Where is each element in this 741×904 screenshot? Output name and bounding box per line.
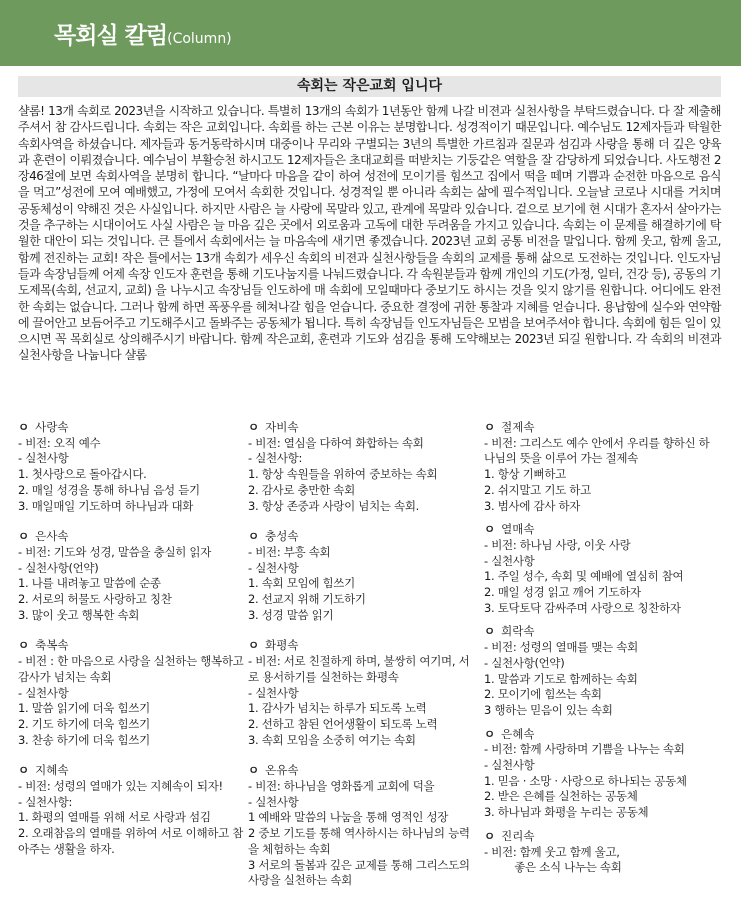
group-line: 2. 기도 하기에 더욱 힘쓰기 — [18, 716, 150, 731]
group-line: 3. 성경 말씀 읽기 — [248, 607, 334, 622]
group-heading — [18, 529, 250, 545]
group-line: 2. 선하고 참된 언어생활이 되도록 노력 — [248, 716, 438, 731]
group-line: 1. 항상 기뻐하고 — [484, 467, 566, 482]
group-line: - 비전: 오직 예수 — [18, 435, 101, 450]
group-entry — [248, 763, 480, 889]
group-line: 2. 서로의 허물도 사랑하고 칭찬 — [18, 592, 172, 607]
bullet-icon: ㅇ — [248, 420, 260, 434]
group-heading — [484, 624, 716, 640]
group-line: - 비전: 성령의 열매가 있는 지혜속이 되자! — [18, 779, 223, 794]
article-subject: 속회는 작은교회 입니다 — [18, 76, 721, 97]
group-column-2 — [248, 420, 480, 904]
group-line: 2. 모이기에 힘쓰는 속회 — [484, 687, 602, 702]
group-line: 1. 말씀과 기도로 함께하는 속회 — [484, 671, 638, 686]
group-line: 2. 선교지 위해 기도하기 — [248, 592, 366, 607]
group-line: 좋은 소식 나누는 속회 — [484, 860, 622, 875]
group-line: 1 예배와 말씀의 나눔을 통해 영적인 성장 — [248, 810, 449, 825]
bullet-icon: ㅇ — [484, 726, 496, 741]
bullet-icon: ㅇ — [484, 522, 496, 537]
group-heading — [18, 638, 250, 654]
group-line: 2 중보 기도를 통해 역사하시는 하나님의 능력을 체험하는 속회 — [248, 826, 470, 856]
group-line: - 실천사항 — [248, 560, 299, 575]
group-name: 은혜속 — [501, 726, 535, 741]
group-line: 1. 속회 모임에 힘쓰기 — [248, 576, 355, 591]
group-heading — [484, 829, 716, 845]
group-line: - 비전: 하나님을 영화롭게 교회에 덕을 — [248, 779, 435, 794]
group-line: - 실천사항 — [248, 794, 299, 809]
header-title-text: 목회실 칼럼 — [54, 23, 168, 49]
group-line: - 비전 : 한 마음으로 사랑을 실천하는 행복하고 감사가 넘치는 속회 — [18, 654, 244, 684]
group-column-3 — [484, 420, 716, 884]
header-subtitle: (Column) — [167, 31, 232, 47]
group-entry — [484, 624, 716, 718]
group-name: 축복속 — [35, 638, 69, 653]
group-line: - 비전: 부흥 속회 — [248, 544, 331, 559]
group-line: 3. 많이 웃고 행복한 속회 — [18, 607, 140, 622]
group-name: 온유속 — [265, 763, 299, 778]
group-heading — [248, 529, 480, 545]
group-line: - 비전: 하나님 사랑, 이웃 사랑 — [484, 537, 631, 552]
group-line: - 비전: 성령의 열매를 맺는 속회 — [484, 640, 638, 655]
group-line: 3. 범사에 감사 하자 — [484, 498, 581, 513]
group-line: - 실천사항: — [248, 451, 303, 466]
group-line: 1. 나를 내려놓고 말씀에 순종 — [18, 576, 161, 591]
bullet-icon: ㅇ — [484, 624, 496, 639]
group-line: 1. 말씀 읽기에 더욱 힘쓰기 — [18, 701, 150, 716]
group-heading — [484, 522, 716, 538]
bullet-icon: ㅇ — [18, 763, 30, 778]
group-line: - 실천사항 — [18, 685, 69, 700]
bullet-icon: ㅇ — [484, 420, 496, 434]
bullet-icon: ㅇ — [248, 763, 260, 778]
group-line: 3. 토닥토닥 감싸주며 사랑으로 칭찬하자 — [484, 600, 681, 615]
group-entry — [18, 763, 250, 857]
group-line: - 실천사항 — [484, 758, 535, 773]
group-heading — [248, 420, 480, 436]
group-line: - 실천사항(언약) — [484, 655, 565, 670]
group-line: - 비전: 열심을 다하여 화합하는 속회 — [248, 435, 424, 450]
group-line: 3. 하나님과 화평을 누리는 공동체 — [484, 805, 649, 820]
group-entry — [18, 638, 250, 748]
group-entry — [484, 420, 716, 514]
group-entry — [484, 727, 716, 821]
group-name: 희락속 — [501, 624, 535, 639]
group-name: 열매속 — [501, 522, 535, 537]
group-line: 1. 화평의 열매를 위해 서로 사랑과 섬김 — [18, 810, 211, 825]
group-entry — [18, 529, 250, 623]
group-name: 자비속 — [265, 420, 299, 434]
bullet-icon: ㅇ — [18, 529, 30, 544]
group-line: 3. 항상 존중과 사랑이 넘치는 속회. — [248, 498, 420, 513]
group-heading — [484, 420, 716, 436]
group-line: - 비전: 서로 친절하게 하며, 불쌍히 여기며, 서로 용서하기를 실천하는 화평속 — [248, 654, 470, 684]
group-line: 1. 주일 성수, 속회 및 예배에 열심히 참여 — [484, 569, 684, 584]
group-line: 2. 감사로 충만한 속회 — [248, 482, 355, 497]
group-column-1 — [18, 420, 250, 873]
group-name: 사랑속 — [35, 420, 69, 434]
bullet-icon: ㅇ — [484, 828, 496, 843]
group-entry — [248, 420, 480, 514]
column-header — [0, 0, 741, 66]
group-heading — [248, 638, 480, 654]
group-line: 1. 감사가 넘치는 하루가 되도록 노력 — [248, 701, 427, 716]
group-name: 충성속 — [265, 529, 299, 544]
group-line: 3 행하는 믿음이 있는 속회 — [484, 702, 613, 717]
group-entry — [248, 529, 480, 623]
group-line: - 비전: 함께 사랑하며 기쁨을 나누는 속회 — [484, 742, 685, 757]
article-body: 샬롬! 13개 속회로 2023년을 시작하고 있습니다. 특별히 13개의 속회가 1년동안 함께 나갈 비젼과 실천사항을 부탁드렸습니다. 다 잘 제출해 주셔서 참 감사드립니다. 속회는 작은 교회입니다. 속회를 하는 근본 이유는 분명합니다. 성경적이기 때문입니다. 예수님도 12제자들과 탁월한 속회사역을 하셨습니다. 제자들과 동거동락하시며 대중이나 무리와 구별되는 3년의 특별한 가르침과 질문과 섬김과 사랑을 통해 더 깊은 양육과 훈련이 이뤄졌습니다. 예수님이 부활승천 하시고도 12제자들은 초대교회를 떠받치는 기둥같은 역할을 잘 감당하게 되었습니다. 사도행전 2장46절에 보면 속회사역을 분명히 합니다. “날마다 마음을 같이 하여 성전에 모이기를 힘쓰고 집에서 떡을 떼며 기쁨과 순전한 마음으로 음식을 먹고”성전에 모여 예배했고, 가정에 모여서 속회한 것입니다. 성경적일 뿐 아니라 속회는 삶에 필수적입니다. 오늘날 코로나 시대를 거치며 공동체성이 약해진 것은 사실입니다. 하지만 사람은 늘 사랑에 목말라 있고, 관계에 목말라 있습니다. 겉으로 보기에 현 시대가 혼자서 살아가는 것을 추구하는 시대이어도 사실 사람은 늘 마음 깊은 곳에서 외로움과 고독에 대한 두려움을 가지고 있습니다. 속회는 이 문제를 해결하기에 탁월한 대안이 되는 것입니다. 큰 틀에서 속회에서는 늘 마음속에 새기면 좋겠습니다. 2023년 교회 공통 비전을 말입니다. 함께 웃고, 함께 울고, 함께 전진하는 교회! 작은 틀에서는 13개 속회가 세우신 속회의 비젼과 실천사항들을 속회의 교제를 통해 삶으로 도전하는 것입니다. 인도자님들과 속장님들께 어제 속장 인도자 훈련을 통해 기도나눔지를 나눠드렸습니다. 각 속원분들과 함께 개인의 기도(가정, 일터, 건강 등), 공동의 기도제목(속회, 선교지, 교회) 을 나누시고 속장님들 인도하에 매 속회에 모일때마다 중보기도 하시는 것을 잊지 않기를 원합니다. 어디에도 완전한 속회는 없습니다. 그러나 함께 하면 폭풍우를 헤쳐나갈 힘을 얻습니다. 중요한 결정에 귀한 통찰과 지혜를 얻습니다. 용납함에 실수와 연약함에 끌어안고 보듬어주고 기도해주시고 돌봐주는 공동체가 됩니다. 특히 속장님들 인도자님들은 모범을 보여주셔야 합니다. 속회에 힘든 일이 있으시면 꼭 목회실로 상의해주시기 바랍니다. 함께 작은교회, 훈련과 기도와 섬김을 통해 도약해보는 2023년 되길 원합니다. 각 속회의 비젼과 실천사항을 나눕니다 샬롬 — [18, 104, 722, 363]
group-line: - 실천사항 — [248, 685, 299, 700]
group-line: - 비전: 기도와 성경, 말씀을 충실히 읽자 — [18, 544, 212, 559]
group-line: - 실천사항: — [18, 794, 73, 809]
group-line: 3 서로의 돌봄과 깊은 교제를 통해 그리스도의 사랑을 실천하는 속회 — [248, 857, 470, 888]
bullet-icon: ㅇ — [248, 638, 260, 653]
bullet-icon: ㅇ — [18, 638, 30, 653]
group-line: 3. 매일매일 기도하며 하나님과 대화 — [18, 498, 194, 513]
group-heading — [484, 727, 716, 743]
group-line: 2. 쉬지말고 기도 하고 — [484, 482, 591, 497]
header-title — [54, 17, 232, 50]
group-entry — [18, 420, 250, 514]
group-line: - 비전: 그리스도 예수 안에서 우리를 향하신 하나님의 뜻을 이루어 가는 절제속 — [484, 435, 710, 466]
group-entry — [248, 638, 480, 748]
group-heading — [248, 763, 480, 779]
group-heading — [18, 420, 250, 436]
group-line: 2. 매일 성경 읽고 깨어 기도하자 — [484, 585, 641, 600]
group-line: 1. 항상 속원들을 위하여 중보하는 속회 — [248, 467, 438, 482]
group-line: - 실천사항 — [484, 553, 535, 568]
group-line: 2. 받은 은혜를 실천하는 공동체 — [484, 789, 638, 804]
group-line: 3. 찬송 하기에 더욱 힘쓰기 — [18, 732, 150, 747]
group-name: 지혜속 — [35, 763, 69, 778]
group-line: - 비전: 함께 웃고 함께 울고, — [484, 844, 620, 859]
group-name: 화평속 — [265, 638, 299, 653]
group-entry — [484, 829, 716, 876]
group-name: 은사속 — [35, 529, 69, 544]
group-line: 3. 속회 모임을 소중히 여기는 속회 — [248, 732, 416, 747]
group-line: 1. 첫사랑으로 돌아갑시다. — [18, 467, 147, 482]
group-line: 1. 믿음 · 소망 · 사랑으로 하나되는 공동체 — [484, 773, 687, 788]
group-name: 진리속 — [501, 828, 535, 843]
bullet-icon: ㅇ — [248, 529, 260, 544]
group-line: - 실천사항 — [18, 451, 69, 466]
group-line: - 실천사항(언약) — [18, 560, 99, 575]
group-name: 절제속 — [501, 420, 535, 434]
bullet-icon: ㅇ — [18, 420, 30, 434]
group-entry — [484, 522, 716, 616]
group-line: 2. 오래참음의 열매를 위하여 서로 이해하고 참아주는 생활을 하자. — [18, 826, 244, 856]
group-heading — [18, 763, 250, 779]
group-line: 2. 매일 성경을 통해 하나님 음성 듣기 — [18, 482, 200, 497]
